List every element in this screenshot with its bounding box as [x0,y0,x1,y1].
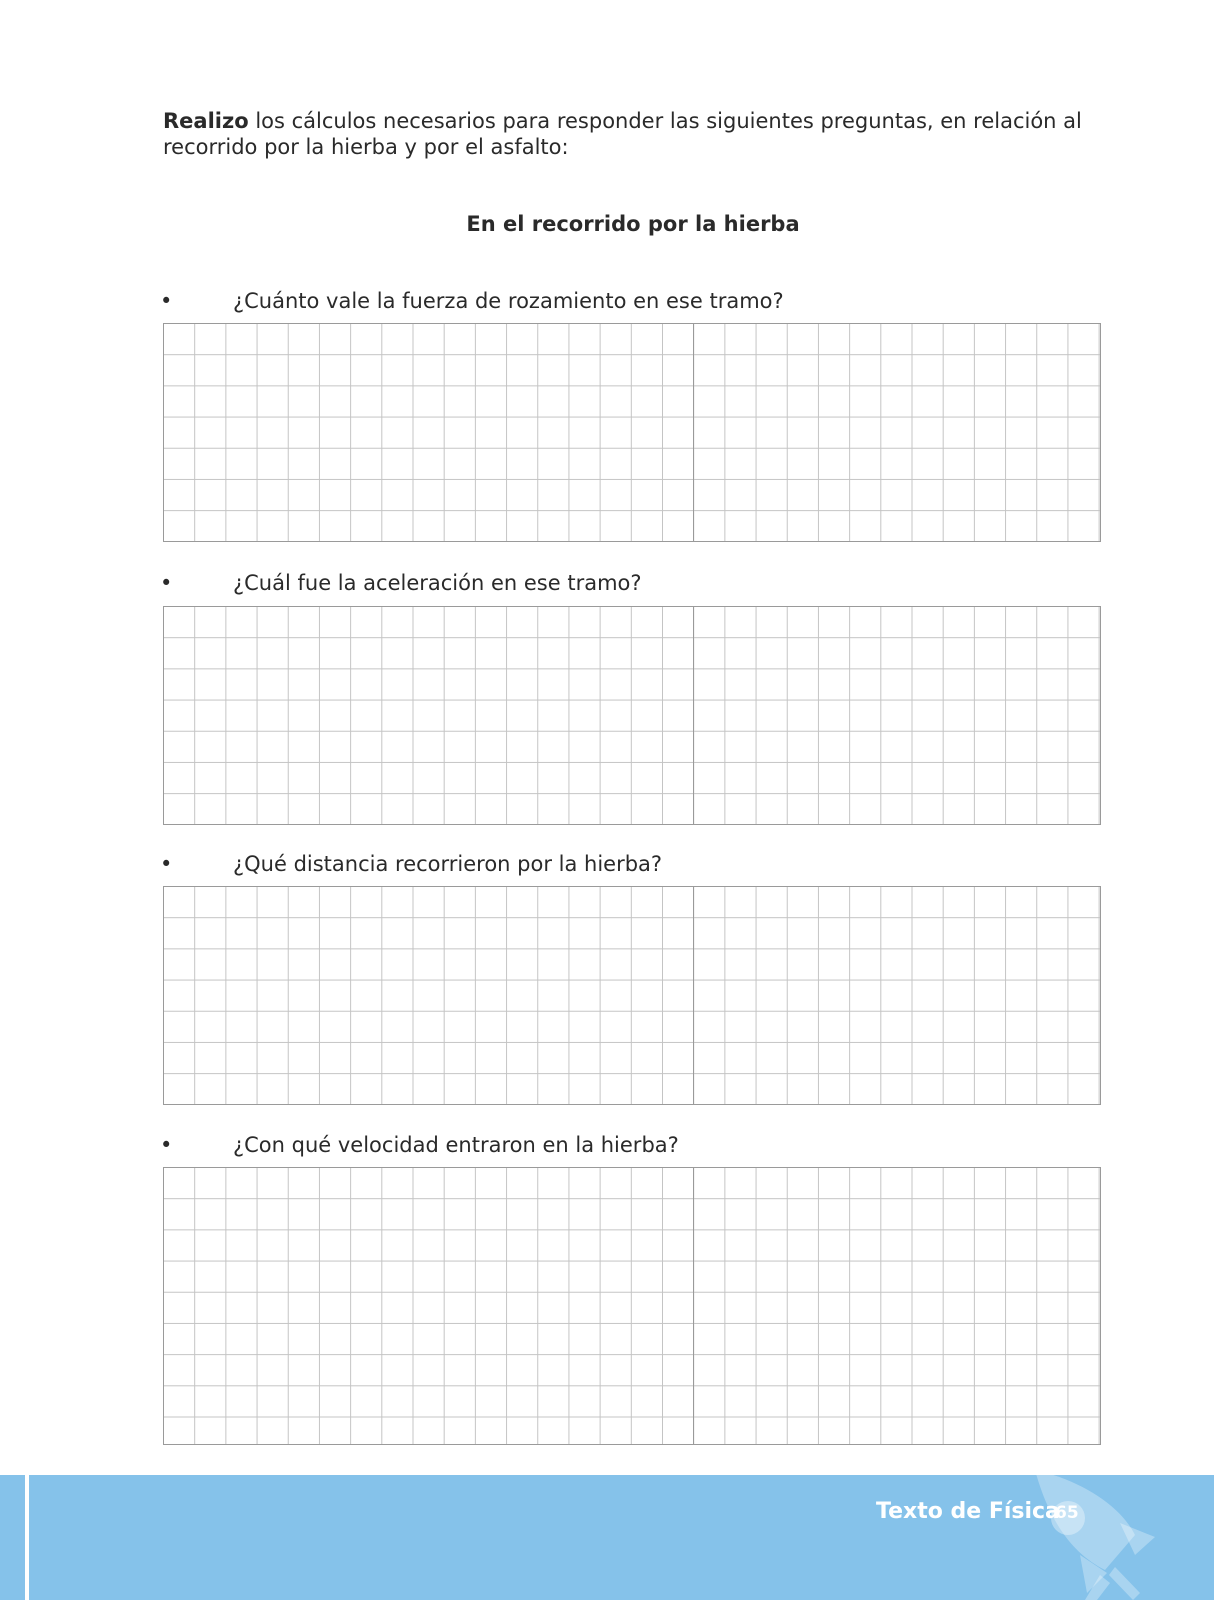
bullet: • [160,852,173,876]
footer-stripe [25,1475,29,1600]
grid-divider [693,1168,694,1444]
page-number: 65 [1055,1503,1079,1523]
grid-divider [693,887,694,1104]
intro-paragraph [163,108,1103,160]
intro-text: los cálculos necesarios para responder las siguientes preguntas, en relación al recorrido por la hierba y por el asfalto: [163,109,1082,159]
section-title: En el recorrido por la hierba [466,212,800,236]
grid-divider [693,607,694,824]
bullet: • [160,1133,173,1157]
answer-grid-2[interactable] [163,606,1101,825]
rocket-icon [1025,1475,1165,1600]
question-text: ¿Cuánto vale la fuerza de rozamiento en ese tramo? [233,289,784,313]
bullet: • [160,289,173,313]
footer-book-title: Texto de Física [876,1499,1060,1524]
intro-bold-verb: Realizo [163,109,249,133]
bullet: • [160,571,173,595]
answer-grid-1[interactable] [163,323,1101,542]
question-text: ¿Qué distancia recorrieron por la hierba? [233,852,663,876]
answer-grid-3[interactable] [163,886,1101,1105]
grid-divider [693,324,694,541]
question-text: ¿Cuál fue la aceleración en ese tramo? [233,571,642,595]
answer-grid-4[interactable] [163,1167,1101,1445]
question-text: ¿Con qué velocidad entraron en la hierba? [233,1133,679,1157]
page-footer [0,1475,1214,1600]
